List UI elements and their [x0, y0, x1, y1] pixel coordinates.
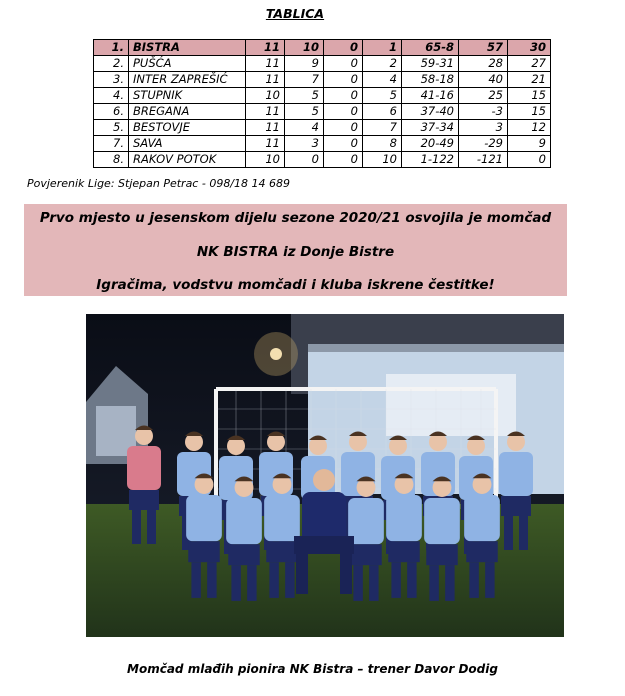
points-cell: 0 [508, 152, 551, 168]
drawn-cell: 0 [324, 136, 363, 152]
played-cell: 10 [246, 88, 285, 104]
photo-caption: Momčad mlađih pionira NK Bistra – trener Davor Dodig [127, 662, 498, 676]
goals-cell: 20-49 [402, 136, 459, 152]
team-cell: STUPNIK [129, 88, 246, 104]
table-row [94, 120, 551, 136]
played-cell: 11 [246, 136, 285, 152]
position-cell: 3. [94, 72, 129, 88]
team-cell: BISTRA [129, 40, 246, 56]
lost-cell: 6 [363, 104, 402, 120]
points-cell: 21 [508, 72, 551, 88]
goal-difference-cell: 40 [459, 72, 508, 88]
table-row [94, 56, 551, 72]
drawn-cell: 0 [324, 40, 363, 56]
lost-cell: 5 [363, 88, 402, 104]
played-cell: 11 [246, 56, 285, 72]
team-photo-illustration [86, 314, 564, 637]
league-table [93, 39, 551, 168]
position-cell: 6. [94, 104, 129, 120]
points-cell: 30 [508, 40, 551, 56]
played-cell: 11 [246, 40, 285, 56]
position-cell: 8. [94, 152, 129, 168]
goal-difference-cell: -121 [459, 152, 508, 168]
table-row [94, 72, 551, 88]
team-cell: INTER ZAPREŠIĆ [129, 72, 246, 88]
goal-difference-cell: 3 [459, 120, 508, 136]
position-cell: 4. [94, 88, 129, 104]
page-title: TABLICA [265, 6, 325, 21]
won-cell: 5 [285, 88, 324, 104]
table-row [94, 40, 551, 56]
points-cell: 27 [508, 56, 551, 72]
played-cell: 10 [246, 152, 285, 168]
table-row [94, 136, 551, 152]
won-cell: 10 [285, 40, 324, 56]
banner-line-1: Prvo mjesto u jesenskom dijelu sezone 2020/21 osvojila je momčad [39, 210, 552, 226]
played-cell: 11 [246, 72, 285, 88]
position-cell: 2. [94, 56, 129, 72]
won-cell: 0 [285, 152, 324, 168]
banner-line-3: Igračima, vodstvu momčadi i kluba iskrene čestitke! [96, 277, 495, 293]
team-cell: PUŠĆA [129, 56, 246, 72]
drawn-cell: 0 [324, 152, 363, 168]
commissioner-note: Povjerenik Lige: Stjepan Petrac - 098/18 14 689 [27, 177, 291, 190]
team-cell: BREGANA [129, 104, 246, 120]
lost-cell: 8 [363, 136, 402, 152]
goals-cell: 1-122 [402, 152, 459, 168]
won-cell: 3 [285, 136, 324, 152]
banner-line-2: NK BISTRA iz Donje Bistre [196, 244, 395, 260]
goals-cell: 59-31 [402, 56, 459, 72]
goal-difference-cell: -3 [459, 104, 508, 120]
points-cell: 12 [508, 120, 551, 136]
goals-cell: 37-34 [402, 120, 459, 136]
points-cell: 15 [508, 104, 551, 120]
played-cell: 11 [246, 120, 285, 136]
lost-cell: 10 [363, 152, 402, 168]
congratulations-banner [24, 204, 567, 296]
drawn-cell: 0 [324, 120, 363, 136]
lost-cell: 4 [363, 72, 402, 88]
table-row [94, 88, 551, 104]
drawn-cell: 0 [324, 104, 363, 120]
goals-cell: 41-16 [402, 88, 459, 104]
won-cell: 4 [285, 120, 324, 136]
team-cell: RAKOV POTOK [129, 152, 246, 168]
drawn-cell: 0 [324, 88, 363, 104]
goal-difference-cell: 28 [459, 56, 508, 72]
goal-difference-cell: 57 [459, 40, 508, 56]
goal-difference-cell: -29 [459, 136, 508, 152]
position-cell: 7. [94, 136, 129, 152]
won-cell: 9 [285, 56, 324, 72]
points-cell: 15 [508, 88, 551, 104]
lost-cell: 7 [363, 120, 402, 136]
played-cell: 11 [246, 104, 285, 120]
goal-difference-cell: 25 [459, 88, 508, 104]
points-cell: 9 [508, 136, 551, 152]
team-cell: SAVA [129, 136, 246, 152]
position-cell: 5. [94, 120, 129, 136]
team-photo [86, 314, 564, 637]
lost-cell: 2 [363, 56, 402, 72]
team-cell: BESTOVJE [129, 120, 246, 136]
won-cell: 5 [285, 104, 324, 120]
goals-cell: 58-18 [402, 72, 459, 88]
drawn-cell: 0 [324, 56, 363, 72]
drawn-cell: 0 [324, 72, 363, 88]
won-cell: 7 [285, 72, 324, 88]
table-row [94, 152, 551, 168]
lost-cell: 1 [363, 40, 402, 56]
position-cell: 1. [94, 40, 129, 56]
table-row [94, 104, 551, 120]
goals-cell: 65-8 [402, 40, 459, 56]
goals-cell: 37-40 [402, 104, 459, 120]
